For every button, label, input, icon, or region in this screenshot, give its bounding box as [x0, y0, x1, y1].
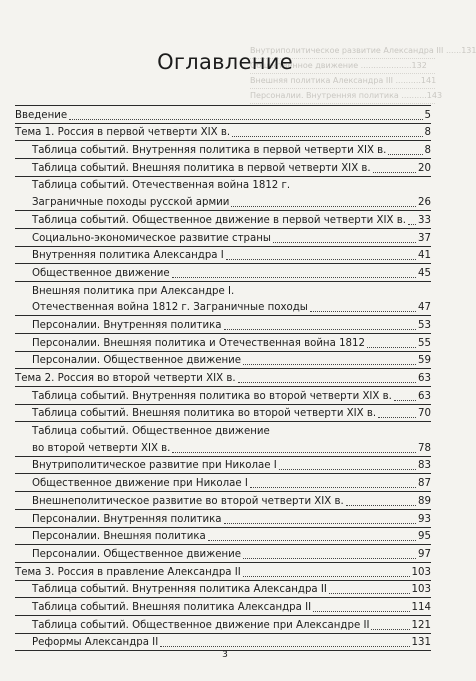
toc-entry-page: 8 — [424, 145, 431, 157]
toc-entry-page: 47 — [418, 302, 431, 314]
toc-entry-title: Персоналии. Внешняя политика — [32, 531, 206, 543]
toc-entry-title: Таблица событий. Внешняя политика в первой четверти XIX в. — [32, 162, 371, 174]
dot-leader — [243, 557, 416, 559]
toc-entry-page: 20 — [418, 162, 431, 174]
toc-entry[interactable] — [15, 124, 431, 142]
toc-entry-title: Заграничные походы русской армии — [32, 197, 230, 209]
toc-entry-title: Таблица событий. Внешняя политика Александра II — [32, 601, 312, 613]
dot-leader — [231, 205, 416, 207]
toc-entry[interactable] — [15, 581, 431, 599]
dot-leader — [367, 346, 416, 348]
dot-leader — [388, 153, 422, 155]
dot-leader — [226, 258, 416, 260]
toc-entry-title: Персоналии. Внутренняя политика — [32, 513, 222, 525]
dot-leader — [378, 416, 416, 418]
dot-leader — [313, 610, 409, 612]
toc-entry[interactable] — [15, 141, 431, 159]
toc-entry-title: Таблица событий. Общественное движение при Александре II — [32, 619, 370, 631]
dot-leader — [238, 381, 416, 383]
toc-entry[interactable] — [15, 457, 431, 475]
toc-entry-page: 93 — [418, 513, 431, 525]
toc-entry-page: 103 — [411, 566, 431, 578]
toc-entry-page: 121 — [411, 619, 431, 631]
dot-leader — [273, 241, 416, 243]
toc-entry[interactable] — [15, 598, 431, 616]
toc-entry-page: 63 — [418, 373, 431, 384]
dot-leader — [250, 486, 416, 488]
toc-entry[interactable] — [15, 387, 431, 405]
toc-entry-title: Таблица событий. Общественное движение в первой четверти XIX в. — [32, 214, 406, 226]
dot-leader — [69, 118, 422, 120]
toc-entry-title: Внутриполитическое развитие при Николае I — [32, 460, 277, 472]
toc-entry[interactable] — [15, 282, 431, 299]
toc-entry-title: Таблица событий. Общественное движение — [32, 426, 270, 438]
toc-entry-title: Таблица событий. Внутренняя политика во второй четверти XIX в. — [32, 390, 392, 402]
toc-entry-title: Тема 2. Россия во второй четверти XIX в. — [15, 373, 236, 384]
toc-entry-page: 53 — [418, 319, 431, 331]
toc-entry-page: 83 — [418, 460, 431, 472]
toc-entry-title: Внутренняя политика Александра I — [32, 250, 224, 262]
toc-entry[interactable] — [15, 247, 431, 265]
dot-leader — [371, 628, 409, 630]
toc-entry-title: Общественное движение при Николае I — [32, 478, 248, 490]
toc-entry[interactable] — [15, 159, 431, 177]
toc-entry-title: Таблица событий. Внешняя политика во второй четверти XIX в. — [32, 408, 377, 420]
page-title: Оглавление — [157, 50, 293, 75]
dot-leader — [224, 522, 417, 524]
toc-entry[interactable] — [15, 106, 431, 124]
dot-leader — [394, 399, 416, 401]
dot-leader — [172, 451, 416, 453]
toc-entry-title: Таблица событий. Внутренняя политика Александра II — [32, 584, 327, 596]
dot-leader — [310, 310, 416, 312]
toc-entry[interactable] — [15, 229, 431, 247]
toc-entry-page: 95 — [418, 531, 431, 543]
toc-entry[interactable] — [15, 211, 431, 229]
toc-entry-page: 45 — [418, 267, 431, 279]
toc-entry[interactable] — [15, 563, 431, 581]
dot-leader — [243, 363, 416, 365]
toc-entry[interactable] — [15, 369, 431, 387]
toc-entry-title: Общественное движение — [32, 267, 170, 279]
toc-entry-title: Таблица событий. Отечественная война 1812 г. — [32, 180, 291, 192]
dot-leader — [172, 276, 416, 278]
dot-leader — [408, 223, 416, 225]
toc-entry-title: Социально-экономическое развитие страны — [32, 232, 271, 244]
dot-leader — [232, 135, 422, 137]
toc-entry-title: Отечественная война 1812 г. Заграничные походы — [32, 302, 308, 314]
bleed-through-line: Персоналии. Внутренняя политика ..........143 — [250, 89, 435, 104]
toc-entry-title: Персоналии. Внешняя политика и Отечественная война 1812 — [32, 337, 366, 349]
toc-entry-title: Тема 3. Россия в правление Александра II — [15, 566, 241, 578]
toc-entry-page: 59 — [418, 355, 431, 367]
toc-entry-title: Тема 1. Россия в первой четверти XIX в. — [15, 127, 231, 139]
toc-entry-page: 70 — [418, 408, 431, 420]
dot-leader — [208, 539, 416, 541]
toc-entry-page: 78 — [418, 442, 431, 454]
toc-entry[interactable] — [15, 422, 431, 439]
toc-entry[interactable] — [15, 193, 431, 211]
bleed-through-line: Внешняя политика Александра III ..........141 — [250, 74, 435, 89]
toc-entry-page: 33 — [418, 214, 431, 226]
toc-entry-page: 114 — [411, 601, 431, 613]
toc-entry-page: 26 — [418, 197, 431, 209]
bleed-through-line: Внутриполитическое развитие Александра III ......131 — [250, 44, 435, 59]
toc-entry[interactable] — [15, 545, 431, 563]
dot-leader — [329, 592, 410, 594]
toc-entry[interactable] — [15, 264, 431, 282]
toc-entry[interactable] — [15, 334, 431, 352]
toc-entry[interactable] — [15, 474, 431, 492]
toc-entry-title: Введение — [15, 109, 68, 121]
toc-entry-title: Персоналии. Общественное движение — [32, 548, 242, 560]
toc-entry[interactable] — [15, 510, 431, 528]
toc-entry[interactable] — [15, 352, 431, 370]
dot-leader — [243, 575, 410, 577]
dot-leader — [373, 171, 416, 173]
toc-entry-page: 87 — [418, 478, 431, 490]
toc-entry[interactable] — [15, 439, 431, 457]
dot-leader — [346, 504, 416, 506]
toc-entry[interactable] — [15, 616, 431, 634]
toc-entry[interactable] — [15, 299, 431, 317]
toc-entry-title: Внешняя политика при Александре I. — [32, 285, 235, 297]
toc-entry-title: Реформы Александра II — [32, 637, 159, 649]
dot-leader — [160, 645, 409, 647]
toc-entry[interactable] — [15, 528, 431, 546]
toc-entry-page: 63 — [418, 390, 431, 402]
table-of-contents — [15, 105, 431, 651]
toc-entry[interactable] — [15, 492, 431, 510]
toc-entry-title: Внешнеполитическое развитие во второй четверти XIX в. — [32, 495, 344, 507]
toc-entry[interactable] — [15, 405, 431, 423]
toc-entry-page: 55 — [418, 337, 431, 349]
toc-entry-title: Персоналии. Внутренняя политика — [32, 319, 222, 331]
toc-entry-page: 89 — [418, 495, 431, 507]
toc-entry-page: 97 — [418, 548, 431, 560]
dot-leader — [224, 328, 417, 330]
page-number: 3 — [222, 650, 228, 660]
toc-entry-page: 5 — [424, 109, 431, 121]
toc-entry-title: во второй четверти XIX в. — [32, 442, 171, 454]
toc-entry-title: Персоналии. Общественное движение — [32, 355, 242, 367]
toc-entry[interactable] — [15, 634, 431, 652]
toc-entry-page: 8 — [424, 127, 431, 139]
toc-entry-page: 131 — [411, 637, 431, 649]
toc-entry[interactable] — [15, 177, 431, 194]
toc-entry[interactable] — [15, 316, 431, 334]
toc-entry-page: 37 — [418, 232, 431, 244]
bleed-through-line: Общественное движение ....................132 — [250, 59, 435, 74]
toc-entry-page: 41 — [418, 250, 431, 262]
toc-entry-page: 103 — [411, 584, 431, 596]
toc-entry-title: Таблица событий. Внутренняя политика в первой четверти XIX в. — [32, 145, 387, 157]
dot-leader — [279, 468, 416, 470]
